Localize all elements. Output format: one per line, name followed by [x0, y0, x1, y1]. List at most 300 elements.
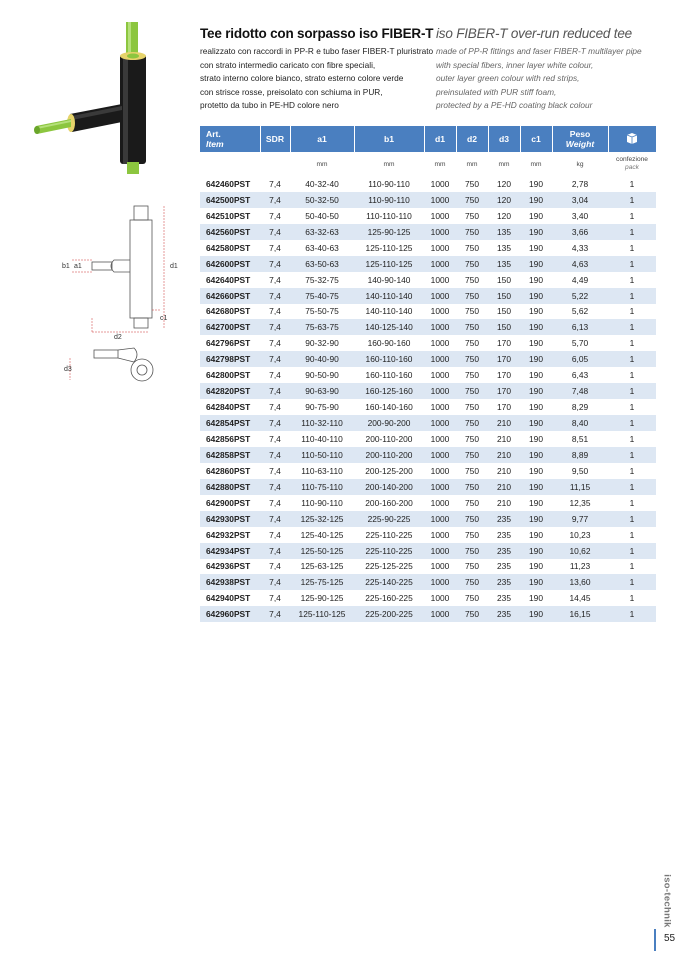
- cell-weight: 6,43: [552, 367, 608, 383]
- cell-weight: 3,40: [552, 208, 608, 224]
- cell-d1: 1000: [424, 463, 456, 479]
- cell-a1: 125-63-125: [290, 559, 354, 575]
- cell-d2: 750: [456, 367, 488, 383]
- cell-d2: 750: [456, 543, 488, 559]
- unit-a1: mm: [290, 152, 354, 176]
- cell-d2: 750: [456, 224, 488, 240]
- cell-pack: 1: [608, 495, 656, 511]
- cell-d1: 1000: [424, 224, 456, 240]
- description-line: con strato intermedio caricato con fibre speciali,: [200, 59, 376, 70]
- cell-weight: 12,35: [552, 495, 608, 511]
- table-row: [200, 606, 656, 622]
- cell-sdr: 7,4: [260, 319, 290, 335]
- cell-sdr: 7,4: [260, 590, 290, 606]
- cell-pack: 1: [608, 240, 656, 256]
- cell-b1: 110-90-110: [354, 192, 424, 208]
- description-line: protetto da tubo in PE-HD colore nero: [200, 100, 339, 111]
- table-row: [200, 272, 656, 288]
- cell-c1: 190: [520, 495, 552, 511]
- col-item-header: [200, 126, 260, 152]
- cell-c1: 190: [520, 590, 552, 606]
- cell-weight: 14,45: [552, 590, 608, 606]
- weight-label-en: Weight: [565, 139, 595, 149]
- cell-a1: 50-32-50: [290, 192, 354, 208]
- item-label-en: Item: [206, 139, 224, 149]
- heading-english: [436, 26, 676, 113]
- cell-pack: 1: [608, 590, 656, 606]
- cell-a1: 63-32-63: [290, 224, 354, 240]
- cell-c1: 190: [520, 288, 552, 304]
- cell-a1: 75-32-75: [290, 272, 354, 288]
- col-a1-header: a1: [290, 126, 354, 152]
- cell-pack: 1: [608, 176, 656, 192]
- cell-c1: 190: [520, 240, 552, 256]
- cell-weight: 10,62: [552, 543, 608, 559]
- cell-b1: 125-110-125: [354, 240, 424, 256]
- cell-b1: 140-90-140: [354, 272, 424, 288]
- unit-b1: mm: [354, 152, 424, 176]
- table-row: [200, 543, 656, 559]
- package-icon: [625, 131, 639, 145]
- cell-d2: 750: [456, 272, 488, 288]
- cell-item-code: 642700PST: [200, 319, 260, 335]
- cell-d2: 750: [456, 208, 488, 224]
- cell-item-code: 642936PST: [200, 559, 260, 575]
- cell-b1: 200-160-200: [354, 495, 424, 511]
- cell-a1: 75-63-75: [290, 319, 354, 335]
- cell-b1: 225-140-225: [354, 574, 424, 590]
- cell-d1: 1000: [424, 574, 456, 590]
- cell-a1: 90-75-90: [290, 399, 354, 415]
- cell-d3: 235: [488, 606, 520, 622]
- cell-item-code: 642800PST: [200, 367, 260, 383]
- cell-d1: 1000: [424, 590, 456, 606]
- col-sdr-header: SDR: [260, 126, 290, 152]
- cell-d1: 1000: [424, 335, 456, 351]
- cell-a1: 40-32-40: [290, 176, 354, 192]
- col-d3-header: d3: [488, 126, 520, 152]
- cell-b1: 200-125-200: [354, 463, 424, 479]
- cell-d2: 750: [456, 176, 488, 192]
- cell-c1: 190: [520, 319, 552, 335]
- cell-a1: 125-75-125: [290, 574, 354, 590]
- table-row: [200, 208, 656, 224]
- table-row: [200, 224, 656, 240]
- cell-d2: 750: [456, 590, 488, 606]
- cell-d1: 1000: [424, 288, 456, 304]
- cell-d3: 135: [488, 240, 520, 256]
- cell-a1: 125-32-125: [290, 511, 354, 527]
- cell-b1: 160-125-160: [354, 383, 424, 399]
- cell-d3: 210: [488, 447, 520, 463]
- cell-c1: 190: [520, 431, 552, 447]
- cell-item-code: 642854PST: [200, 415, 260, 431]
- cell-b1: 200-90-200: [354, 415, 424, 431]
- unit-d3: mm: [488, 152, 520, 176]
- unit-d1: mm: [424, 152, 456, 176]
- cell-a1: 110-40-110: [290, 431, 354, 447]
- cell-item-code: 642856PST: [200, 431, 260, 447]
- title-english: iso FIBER-T over-run reduced tee: [436, 26, 632, 41]
- cell-item-code: 642820PST: [200, 383, 260, 399]
- cell-pack: 1: [608, 415, 656, 431]
- cell-c1: 190: [520, 511, 552, 527]
- cell-b1: 225-110-225: [354, 527, 424, 543]
- cell-weight: 3,04: [552, 192, 608, 208]
- cell-weight: 5,62: [552, 304, 608, 320]
- cell-d1: 1000: [424, 399, 456, 415]
- table-row: [200, 527, 656, 543]
- item-label-it: Art.: [206, 129, 221, 139]
- cell-d3: 120: [488, 208, 520, 224]
- cell-a1: 125-50-125: [290, 543, 354, 559]
- table-row: [200, 367, 656, 383]
- cell-item-code: 642932PST: [200, 527, 260, 543]
- cell-d1: 1000: [424, 192, 456, 208]
- cell-d3: 235: [488, 590, 520, 606]
- cell-sdr: 7,4: [260, 351, 290, 367]
- unit-pack: [608, 152, 656, 176]
- table-row: [200, 383, 656, 399]
- cell-sdr: 7,4: [260, 288, 290, 304]
- cell-c1: 190: [520, 224, 552, 240]
- cell-d2: 750: [456, 527, 488, 543]
- cell-sdr: 7,4: [260, 367, 290, 383]
- cell-d3: 235: [488, 543, 520, 559]
- unit-d2: mm: [456, 152, 488, 176]
- label-d3: d3: [64, 366, 72, 373]
- cell-item-code: 642500PST: [200, 192, 260, 208]
- cell-d1: 1000: [424, 606, 456, 622]
- cell-c1: 190: [520, 559, 552, 575]
- cell-pack: 1: [608, 383, 656, 399]
- cell-weight: 6,13: [552, 319, 608, 335]
- cell-d2: 750: [456, 335, 488, 351]
- cell-d1: 1000: [424, 415, 456, 431]
- cell-item-code: 642640PST: [200, 272, 260, 288]
- cell-d2: 750: [456, 431, 488, 447]
- cell-d3: 210: [488, 463, 520, 479]
- cell-sdr: 7,4: [260, 335, 290, 351]
- cell-weight: 4,63: [552, 256, 608, 272]
- cell-c1: 190: [520, 192, 552, 208]
- cell-pack: 1: [608, 272, 656, 288]
- unit-c1: mm: [520, 152, 552, 176]
- cell-pack: 1: [608, 367, 656, 383]
- cell-weight: 2,78: [552, 176, 608, 192]
- cell-weight: 5,70: [552, 335, 608, 351]
- cell-weight: 4,33: [552, 240, 608, 256]
- table-row: [200, 288, 656, 304]
- cell-sdr: 7,4: [260, 224, 290, 240]
- cell-b1: 225-200-225: [354, 606, 424, 622]
- cell-pack: 1: [608, 511, 656, 527]
- cell-d1: 1000: [424, 256, 456, 272]
- cell-sdr: 7,4: [260, 176, 290, 192]
- cell-sdr: 7,4: [260, 192, 290, 208]
- table-row: [200, 319, 656, 335]
- cell-weight: 4,49: [552, 272, 608, 288]
- cell-sdr: 7,4: [260, 304, 290, 320]
- cell-pack: 1: [608, 319, 656, 335]
- cell-d2: 750: [456, 574, 488, 590]
- cell-c1: 190: [520, 574, 552, 590]
- description-line: made of PP-R fittings and faser FIBER-T multilayer pipe: [436, 46, 642, 56]
- cell-d3: 235: [488, 559, 520, 575]
- cell-weight: 13,60: [552, 574, 608, 590]
- cell-sdr: 7,4: [260, 527, 290, 543]
- cell-weight: 8,40: [552, 415, 608, 431]
- table-row: [200, 399, 656, 415]
- cell-c1: 190: [520, 543, 552, 559]
- cell-c1: 190: [520, 399, 552, 415]
- cell-d2: 750: [456, 351, 488, 367]
- cell-pack: 1: [608, 447, 656, 463]
- cell-d3: 170: [488, 399, 520, 415]
- cell-a1: 90-50-90: [290, 367, 354, 383]
- cell-weight: 5,22: [552, 288, 608, 304]
- cell-b1: 140-110-140: [354, 288, 424, 304]
- table-row: [200, 415, 656, 431]
- cell-a1: 110-32-110: [290, 415, 354, 431]
- description-english: [436, 45, 676, 113]
- cell-weight: 11,15: [552, 479, 608, 495]
- cell-d1: 1000: [424, 272, 456, 288]
- heading-italian: [200, 26, 440, 113]
- cell-d3: 210: [488, 431, 520, 447]
- brand-text: iso-technik: [661, 874, 673, 928]
- cell-d3: 210: [488, 415, 520, 431]
- cell-d3: 135: [488, 256, 520, 272]
- cell-b1: 225-160-225: [354, 590, 424, 606]
- cell-b1: 225-90-225: [354, 511, 424, 527]
- title-italian: Tee ridotto con sorpasso iso FIBER-T: [200, 26, 434, 41]
- table-row: [200, 256, 656, 272]
- cell-d3: 170: [488, 351, 520, 367]
- cell-c1: 190: [520, 176, 552, 192]
- cell-d1: 1000: [424, 527, 456, 543]
- cell-sdr: 7,4: [260, 431, 290, 447]
- cell-sdr: 7,4: [260, 415, 290, 431]
- cell-d1: 1000: [424, 479, 456, 495]
- cell-a1: 125-40-125: [290, 527, 354, 543]
- table-row: [200, 304, 656, 320]
- cell-d2: 750: [456, 495, 488, 511]
- description-line: realizzato con raccordi in PP-R e tubo faser FIBER-T pluristrato: [200, 46, 434, 56]
- cell-weight: 6,05: [552, 351, 608, 367]
- cell-pack: 1: [608, 527, 656, 543]
- cell-d3: 120: [488, 176, 520, 192]
- table-row: [200, 176, 656, 192]
- table-header-row: [200, 126, 656, 152]
- cell-a1: 110-63-110: [290, 463, 354, 479]
- cell-d2: 750: [456, 415, 488, 431]
- cell-d3: 170: [488, 367, 520, 383]
- col-d2-header: d2: [456, 126, 488, 152]
- table-row: [200, 574, 656, 590]
- cell-item-code: 642938PST: [200, 574, 260, 590]
- description-italian: [200, 45, 440, 113]
- cell-sdr: 7,4: [260, 383, 290, 399]
- table-row: [200, 431, 656, 447]
- cell-d3: 150: [488, 319, 520, 335]
- cell-item-code: 642858PST: [200, 447, 260, 463]
- cell-pack: 1: [608, 559, 656, 575]
- cell-a1: 75-40-75: [290, 288, 354, 304]
- cell-d1: 1000: [424, 208, 456, 224]
- cell-a1: 50-40-50: [290, 208, 354, 224]
- col-d1-header: d1: [424, 126, 456, 152]
- cell-d2: 750: [456, 304, 488, 320]
- cell-b1: 140-110-140: [354, 304, 424, 320]
- cell-weight: 3,66: [552, 224, 608, 240]
- cell-pack: 1: [608, 335, 656, 351]
- cell-d3: 235: [488, 574, 520, 590]
- cell-a1: 90-40-90: [290, 351, 354, 367]
- description-line: protected by a PE-HD coating black colour: [436, 100, 593, 111]
- cell-sdr: 7,4: [260, 559, 290, 575]
- cell-item-code: 642840PST: [200, 399, 260, 415]
- cell-d3: 150: [488, 288, 520, 304]
- cell-sdr: 7,4: [260, 399, 290, 415]
- cell-sdr: 7,4: [260, 511, 290, 527]
- cell-d1: 1000: [424, 447, 456, 463]
- cell-d3: 170: [488, 335, 520, 351]
- table-row: [200, 351, 656, 367]
- cell-a1: 75-50-75: [290, 304, 354, 320]
- pack-label-it: confezione: [616, 156, 648, 163]
- cell-a1: 110-50-110: [290, 447, 354, 463]
- cell-a1: 125-110-125: [290, 606, 354, 622]
- cell-sdr: 7,4: [260, 208, 290, 224]
- table-row: [200, 447, 656, 463]
- cell-pack: 1: [608, 399, 656, 415]
- label-a1: a1: [74, 263, 82, 270]
- cell-b1: 160-90-160: [354, 335, 424, 351]
- cell-d1: 1000: [424, 176, 456, 192]
- cell-sdr: 7,4: [260, 479, 290, 495]
- cell-b1: 225-125-225: [354, 559, 424, 575]
- cell-d1: 1000: [424, 351, 456, 367]
- cell-c1: 190: [520, 606, 552, 622]
- cell-d2: 750: [456, 511, 488, 527]
- cell-d1: 1000: [424, 240, 456, 256]
- description-line: preinsulated with PUR stiff foam,: [436, 86, 557, 97]
- cell-pack: 1: [608, 256, 656, 272]
- cell-pack: 1: [608, 543, 656, 559]
- product-photo: [22, 14, 172, 174]
- col-c1-header: c1: [520, 126, 552, 152]
- cell-b1: 110-110-110: [354, 208, 424, 224]
- table-row: [200, 495, 656, 511]
- cell-d2: 750: [456, 447, 488, 463]
- cell-c1: 190: [520, 335, 552, 351]
- cell-pack: 1: [608, 288, 656, 304]
- cell-d3: 235: [488, 511, 520, 527]
- cell-weight: 10,23: [552, 527, 608, 543]
- cell-b1: 160-110-160: [354, 367, 424, 383]
- cell-c1: 190: [520, 463, 552, 479]
- col-pack-header: [608, 126, 656, 152]
- cell-c1: 190: [520, 208, 552, 224]
- cell-d1: 1000: [424, 511, 456, 527]
- cell-item-code: 642960PST: [200, 606, 260, 622]
- cell-a1: 110-90-110: [290, 495, 354, 511]
- cell-d1: 1000: [424, 495, 456, 511]
- cell-sdr: 7,4: [260, 543, 290, 559]
- table-row: [200, 590, 656, 606]
- cell-b1: 125-110-125: [354, 256, 424, 272]
- weight-label-it: Peso: [569, 129, 591, 139]
- cell-d1: 1000: [424, 367, 456, 383]
- technical-drawing: [52, 198, 192, 388]
- table-row: [200, 192, 656, 208]
- cell-item-code: 642930PST: [200, 511, 260, 527]
- cell-item-code: 642796PST: [200, 335, 260, 351]
- cell-item-code: 642798PST: [200, 351, 260, 367]
- cell-c1: 190: [520, 415, 552, 431]
- pack-label-en: pack: [625, 164, 639, 171]
- cell-c1: 190: [520, 367, 552, 383]
- cell-b1: 160-110-160: [354, 351, 424, 367]
- cell-a1: 63-40-63: [290, 240, 354, 256]
- cell-item-code: 642940PST: [200, 590, 260, 606]
- cell-d2: 750: [456, 606, 488, 622]
- cell-a1: 110-75-110: [290, 479, 354, 495]
- cell-c1: 190: [520, 256, 552, 272]
- cell-d1: 1000: [424, 559, 456, 575]
- cell-weight: 11,23: [552, 559, 608, 575]
- cell-d1: 1000: [424, 431, 456, 447]
- cell-b1: 125-90-125: [354, 224, 424, 240]
- cell-pack: 1: [608, 431, 656, 447]
- col-b1-header: b1: [354, 126, 424, 152]
- cell-pack: 1: [608, 463, 656, 479]
- cell-item-code: 642900PST: [200, 495, 260, 511]
- cell-item-code: 642680PST: [200, 304, 260, 320]
- cell-d2: 750: [456, 463, 488, 479]
- cell-c1: 190: [520, 383, 552, 399]
- cell-d2: 750: [456, 256, 488, 272]
- cell-item-code: 642860PST: [200, 463, 260, 479]
- table-row: [200, 335, 656, 351]
- label-d2: d2: [114, 334, 122, 341]
- description-line: outer layer green colour with red strips,: [436, 73, 580, 84]
- cell-item-code: 642934PST: [200, 543, 260, 559]
- col-weight-header: [552, 126, 608, 152]
- cell-sdr: 7,4: [260, 256, 290, 272]
- description-line: con strisce rosse, preisolato con schiuma in PUR,: [200, 86, 383, 97]
- cell-a1: 90-32-90: [290, 335, 354, 351]
- cell-pack: 1: [608, 208, 656, 224]
- cell-d2: 750: [456, 383, 488, 399]
- cell-c1: 190: [520, 527, 552, 543]
- cell-pack: 1: [608, 574, 656, 590]
- cell-pack: 1: [608, 351, 656, 367]
- table-row: [200, 479, 656, 495]
- cell-weight: 7,48: [552, 383, 608, 399]
- table-row: [200, 559, 656, 575]
- cell-b1: 110-90-110: [354, 176, 424, 192]
- cell-item-code: 642510PST: [200, 208, 260, 224]
- cell-a1: 125-90-125: [290, 590, 354, 606]
- cell-sdr: 7,4: [260, 574, 290, 590]
- cell-sdr: 7,4: [260, 447, 290, 463]
- cell-d2: 750: [456, 479, 488, 495]
- cell-d3: 150: [488, 304, 520, 320]
- cell-b1: 225-110-225: [354, 543, 424, 559]
- cell-sdr: 7,4: [260, 240, 290, 256]
